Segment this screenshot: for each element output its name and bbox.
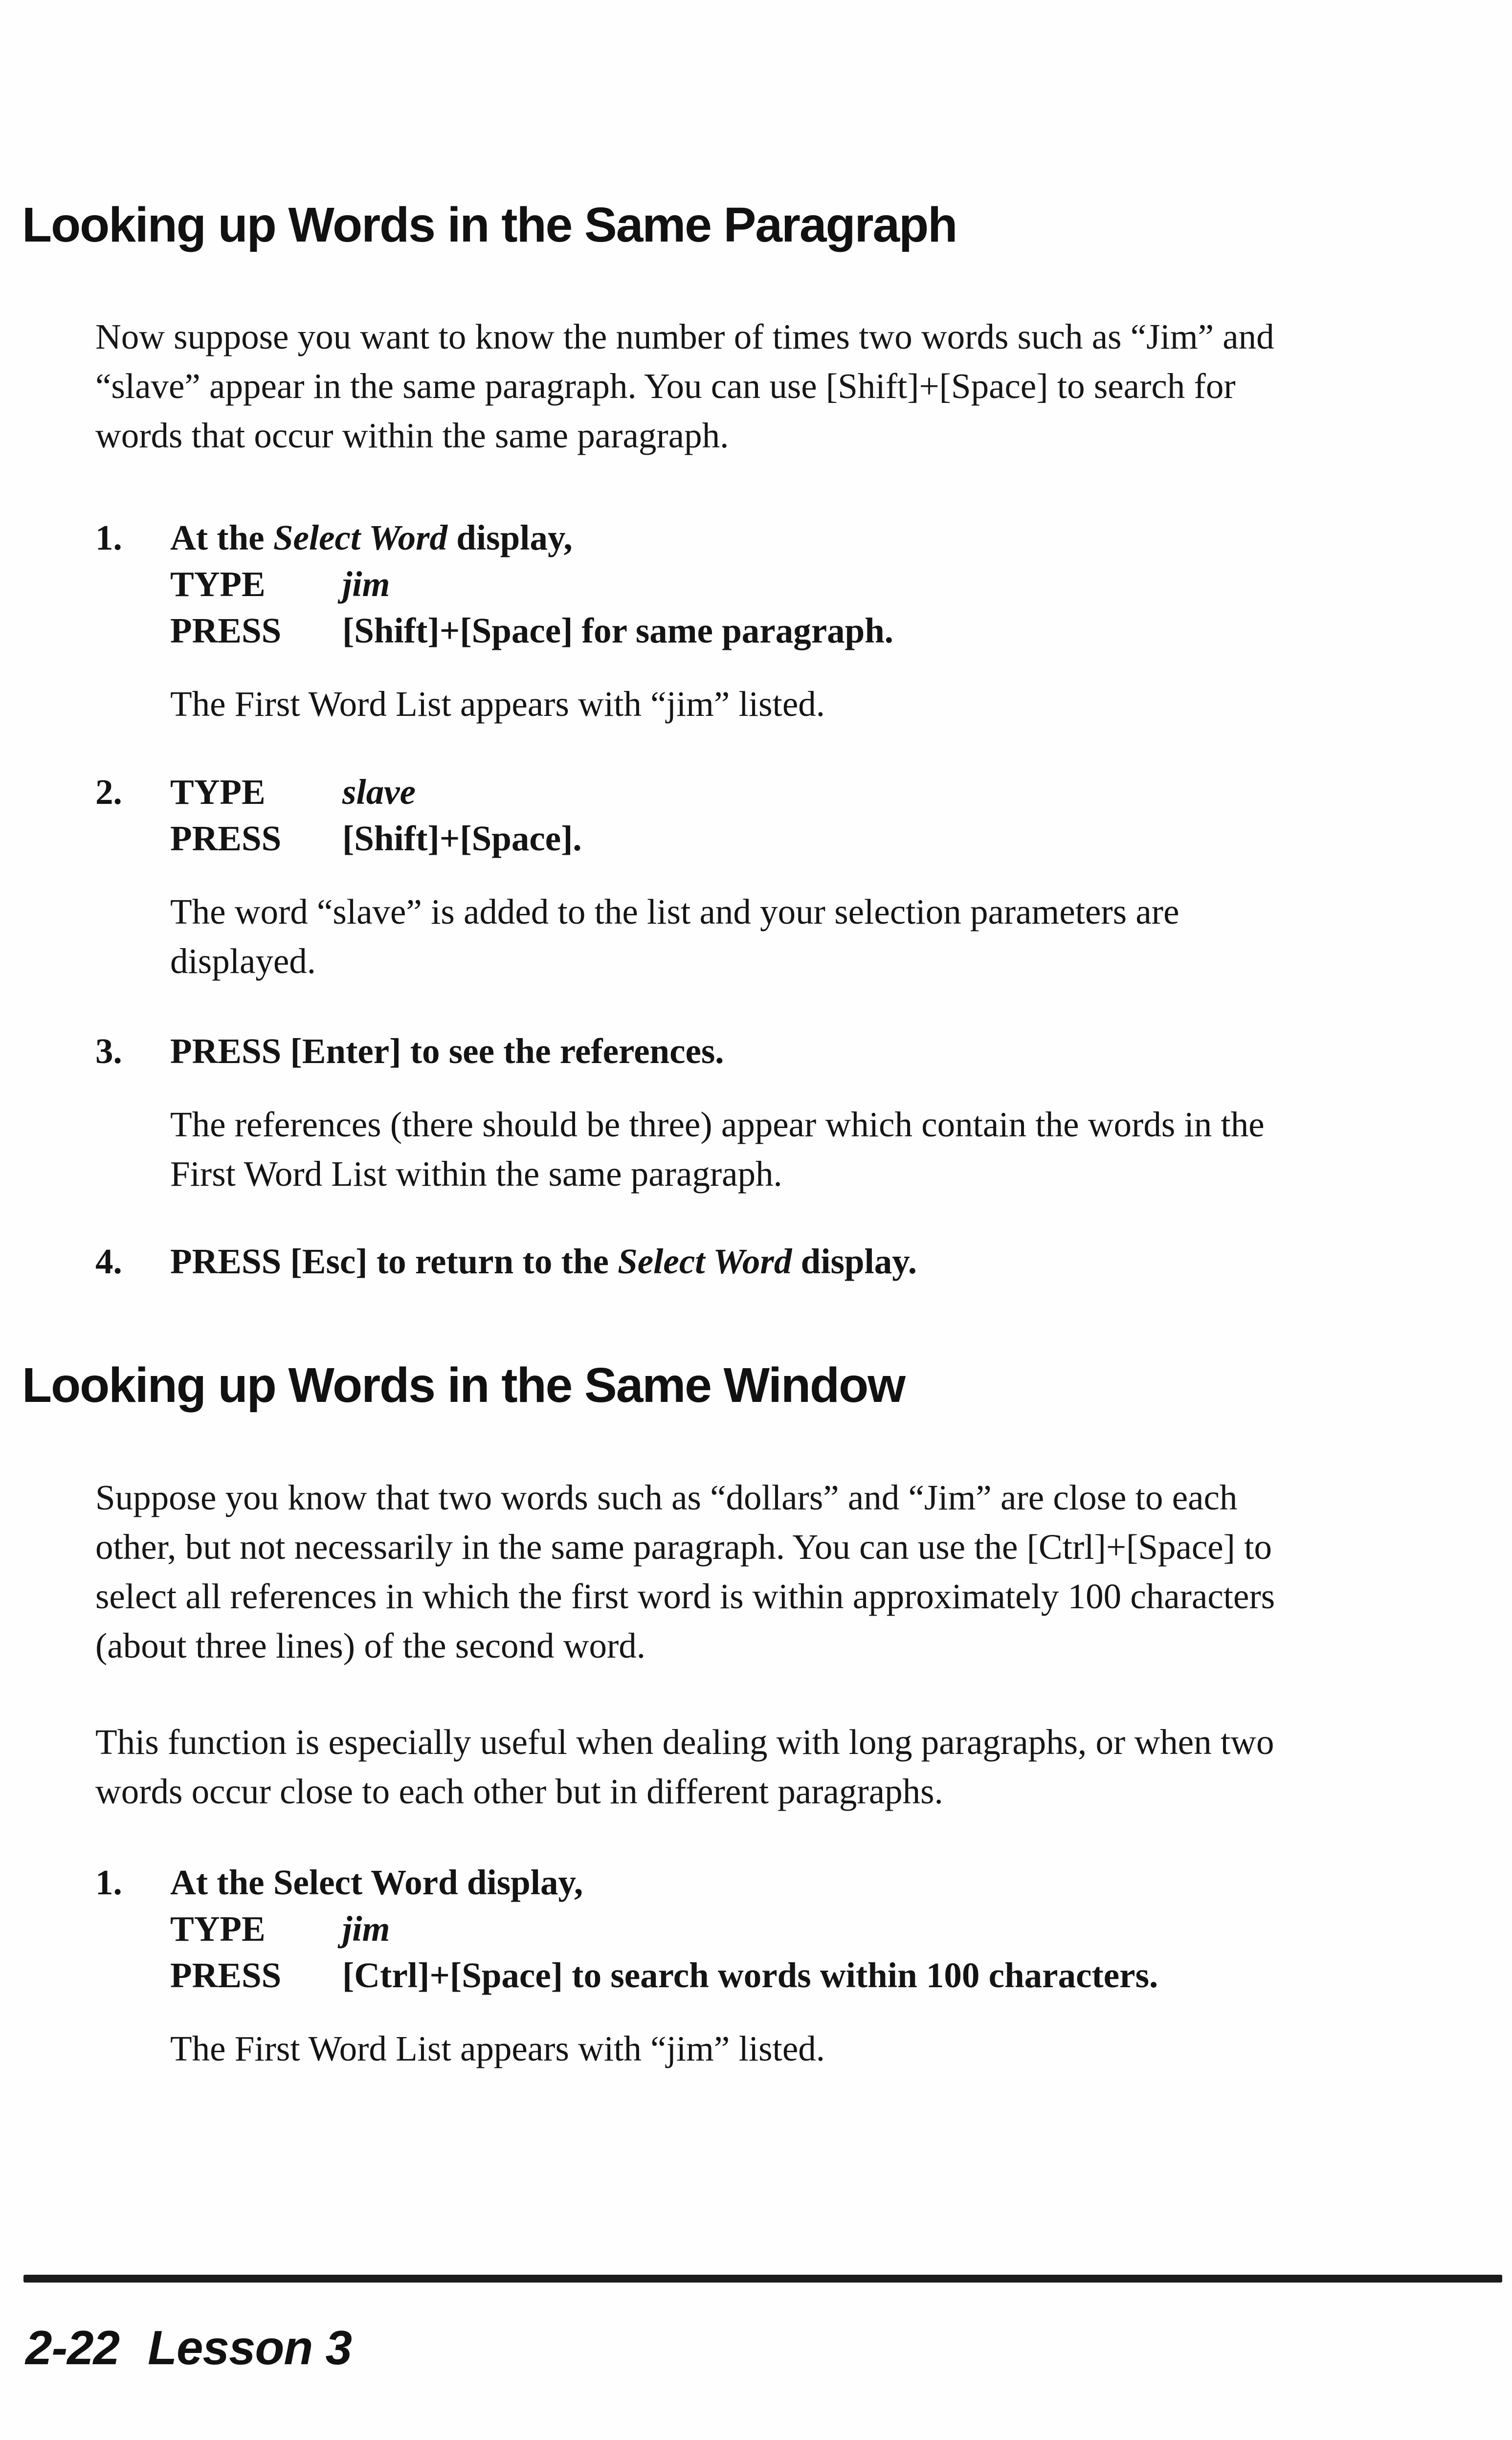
step-number: 1. xyxy=(95,1863,122,1902)
press-keys-text: [Ctrl]+[Space] to search words within 100 characters. xyxy=(342,1955,1158,1995)
intro-paragraph-same-window-1: Suppose you know that two words such as “dollars” and “Jim” are close to each other, but not necessarily in the same paragraph. You can use the [Ctrl]+[Space] to select all references in which the first word is within approximately 100 characters (about three lines) of the second word. xyxy=(95,1478,1275,1665)
step-item-window-1 xyxy=(95,1859,1484,2073)
step-number: 1. xyxy=(95,518,122,557)
type-argument: slave xyxy=(342,772,416,812)
type-instruction xyxy=(170,1906,1484,1952)
step-note: The First Word List appears with “jim” listed. xyxy=(170,2029,825,2068)
footer xyxy=(25,2320,352,2375)
step-note: The references (there should be three) appear which contain the words in the First Word List within the same paragraph. xyxy=(170,1105,1265,1194)
step-body xyxy=(170,1028,1484,1198)
step-item-4 xyxy=(95,1238,1484,1285)
type-argument: jim xyxy=(342,564,390,604)
step-number: 4. xyxy=(95,1242,122,1281)
step-number: 2. xyxy=(95,772,122,812)
type-argument: jim xyxy=(342,1909,390,1949)
step-item-1 xyxy=(95,514,1484,729)
keyword-type: TYPE xyxy=(170,1909,266,1949)
step-head-text: display. xyxy=(792,1242,917,1281)
step-item-3 xyxy=(95,1028,1484,1198)
step-head-emphasis: Select Word xyxy=(618,1242,792,1281)
step-body xyxy=(170,1238,1484,1285)
press-instruction xyxy=(170,1952,1484,1998)
type-instruction xyxy=(170,561,1484,607)
step-number: 3. xyxy=(95,1031,122,1071)
step-body xyxy=(170,1859,1484,2073)
intro-paragraph-same-paragraph: Now suppose you want to know the number of times two words such as “Jim” and “slave” appear in the same paragraph. You can use [Shift]+[Space] to search for words that occur within the same paragraph. xyxy=(95,317,1274,455)
footer-rule xyxy=(23,2275,1502,2283)
press-instruction xyxy=(170,607,1484,654)
keyword-type: TYPE xyxy=(170,772,266,812)
press-instruction xyxy=(170,815,1484,862)
step-head: PRESS [Enter] to see the references. xyxy=(170,1031,724,1071)
step-head-text: PRESS [Esc] to return to the xyxy=(170,1242,618,1281)
step-body xyxy=(170,514,1484,729)
section-heading-same-window: Looking up Words in the Same Window xyxy=(22,1358,905,1413)
step-head-text: display, xyxy=(447,518,573,557)
step-item-2 xyxy=(95,769,1484,986)
step-note: The First Word List appears with “jim” listed. xyxy=(170,684,825,724)
keyword-press: PRESS xyxy=(170,611,282,650)
step-note: The word “slave” is added to the list and your selection parameters are displayed. xyxy=(170,892,1179,981)
section-heading-same-paragraph: Looking up Words in the Same Paragraph xyxy=(22,198,957,252)
intro-paragraph-same-window-2: This function is especially useful when dealing with long paragraphs, or when two words occur close to each other but in different paragraphs. xyxy=(95,1722,1274,1811)
step-body xyxy=(170,769,1484,986)
step-head xyxy=(170,514,1484,561)
keyword-press: PRESS xyxy=(170,819,282,858)
keyword-type: TYPE xyxy=(170,564,266,604)
press-keys-text: [Shift]+[Space] for same paragraph. xyxy=(342,611,894,650)
type-instruction xyxy=(170,769,1484,815)
keyword-press: PRESS xyxy=(170,1955,282,1995)
step-head-text: At the xyxy=(170,518,273,557)
step-head-emphasis: Select Word xyxy=(273,518,448,557)
step-head xyxy=(170,1238,1484,1285)
lesson-title: Lesson 3 xyxy=(148,2321,352,2374)
step-head: At the Select Word display, xyxy=(170,1863,583,1902)
page-number: 2-22 xyxy=(25,2321,120,2374)
press-keys-text: [Shift]+[Space]. xyxy=(342,819,582,858)
